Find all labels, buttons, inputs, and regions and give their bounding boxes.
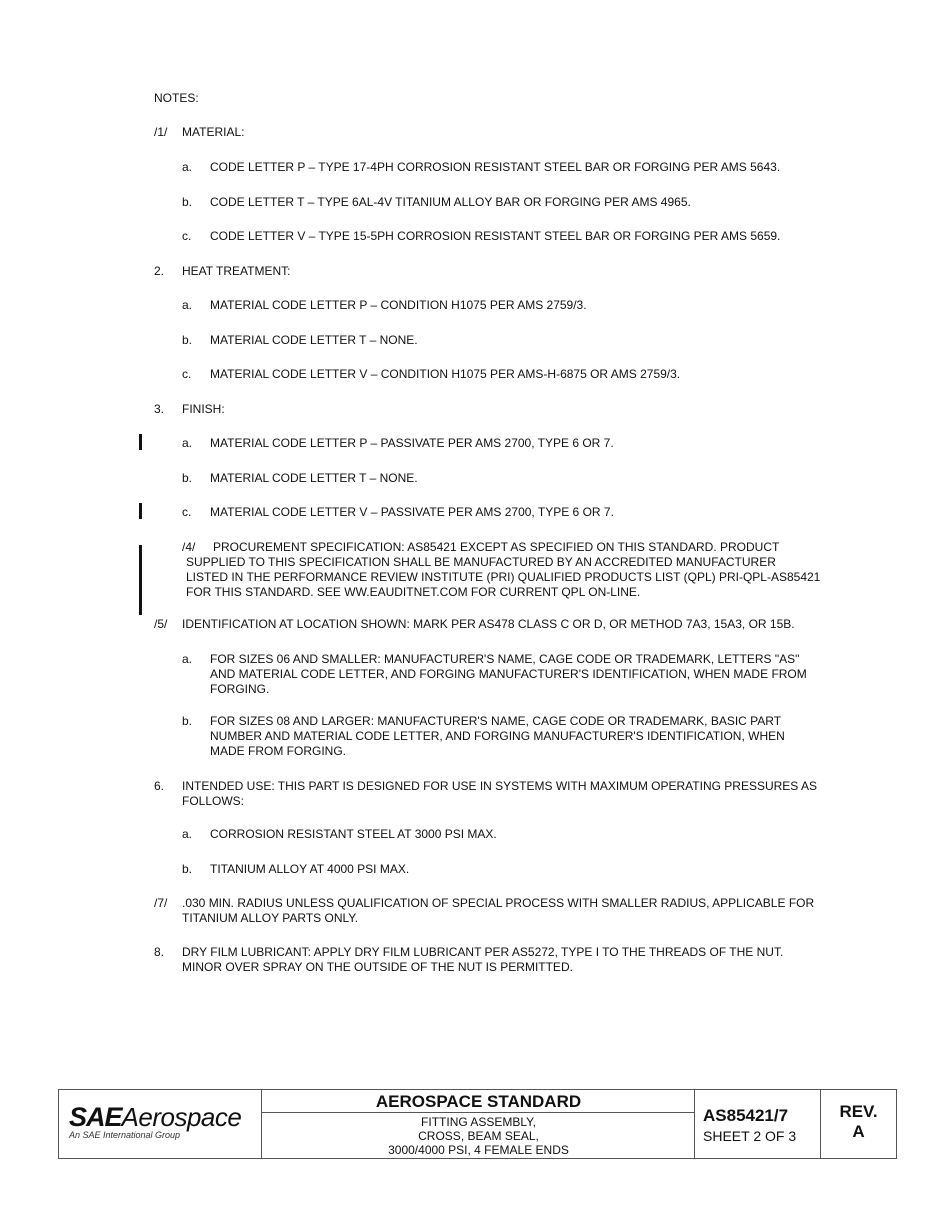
note-3c-label: c. (182, 505, 192, 519)
note-6b-text: TITANIUM ALLOY AT 4000 PSI MAX. (210, 862, 410, 876)
part-title-line: CROSS, BEAM SEAL, (418, 1129, 539, 1143)
text-line: MADE FROM FORGING. (210, 744, 346, 758)
text-line: NUMBER AND MATERIAL CODE LETTER, AND FORGING MANUFACTURER'S IDENTIFICATION, WHEN (210, 729, 785, 743)
text-line: TITANIUM ALLOY PARTS ONLY. (182, 911, 359, 925)
rev-label: REV. (839, 1102, 878, 1121)
note-3-title: FINISH: (182, 402, 225, 416)
text-line: FOR SIZES 08 AND LARGER: MANUFACTURER'S NAME, CAGE CODE OR TRADEMARK, BASIC PART (210, 714, 782, 728)
note-1c-text: CODE LETTER V – TYPE 15-5PH CORROSION RESISTANT STEEL BAR OR FORGING PER AMS 5659. (210, 229, 781, 243)
note-1-title: MATERIAL: (182, 125, 245, 139)
note-2a-text: MATERIAL CODE LETTER P – CONDITION H1075 PER AMS 2759/3. (210, 298, 587, 312)
note-8-marker: 8. (154, 945, 165, 959)
revision-cell (820, 1090, 896, 1158)
revision-bar (139, 545, 142, 615)
sheet-number: SHEET 2 OF 3 (703, 1128, 797, 1144)
text-line: LISTED IN THE PERFORMANCE REVIEW INSTITUTE (PRI) QUALIFIED PRODUCTS LIST (QPL) PRI-QPL-AS85421 (186, 570, 821, 584)
text-line: FOR THIS STANDARD. SEE WW.EAUDITNET.COM FOR CURRENT QPL ON-LINE. (186, 585, 641, 599)
note-3a-text: MATERIAL CODE LETTER P – PASSIVATE PER AMS 2700, TYPE 6 OR 7. (210, 436, 614, 450)
note-2b-label: b. (182, 333, 193, 347)
logo-aerospace: Aerospace (121, 1102, 242, 1132)
note-6a-label: a. (182, 827, 193, 841)
text-line: DRY FILM LUBRICANT: APPLY DRY FILM LUBRICANT PER AS5272, TYPE I TO THE THREADS OF THE NUT. (182, 945, 784, 959)
note-7-text (182, 896, 814, 926)
note-6b-label: b. (182, 862, 193, 876)
revision-bar (139, 503, 142, 519)
text-line: FOLLOWS: (182, 794, 245, 808)
text-line: MINOR OVER SPRAY ON THE OUTSIDE OF THE NUT IS PERMITTED. (182, 960, 573, 974)
note-1a-text: CODE LETTER P – TYPE 17-4PH CORROSION RESISTANT STEEL BAR OR FORGING PER AMS 5643. (210, 160, 781, 174)
note-3b-label: b. (182, 471, 193, 485)
logo-tagline: An SAE International Group (69, 1130, 181, 1140)
note-1-marker: /1/ (154, 125, 168, 139)
text-line: PROCUREMENT SPECIFICATION: AS85421 EXCEPT AS SPECIFIED ON THIS STANDARD. PRODUCT (213, 540, 780, 554)
text-line: FORGING. (210, 682, 270, 696)
note-6a-text: CORROSION RESISTANT STEEL AT 3000 PSI MAX. (210, 827, 497, 841)
note-8-text (182, 945, 783, 975)
note-5b-label: b. (182, 714, 193, 728)
note-3c-text: MATERIAL CODE LETTER V – PASSIVATE PER AMS 2700, TYPE 6 OR 7. (210, 505, 614, 519)
logo-sae: SAE (69, 1102, 122, 1132)
note-2-title: HEAT TREATMENT: (182, 264, 291, 278)
note-1a-label: a. (182, 160, 193, 174)
note-3-marker: 3. (154, 402, 165, 416)
note-5-marker: /5/ (154, 617, 168, 631)
text-line: .030 MIN. RADIUS UNLESS QUALIFICATION OF SPECIAL PROCESS WITH SMALLER RADIUS, APPLICABLE FOR (182, 896, 815, 910)
note-5a-text (210, 652, 807, 697)
note-5a-label: a. (182, 652, 193, 666)
title-cell (261, 1090, 695, 1158)
note-2b-text: MATERIAL CODE LETTER T – NONE. (210, 333, 418, 347)
note-6-marker: 6. (154, 779, 165, 793)
note-5-text: IDENTIFICATION AT LOCATION SHOWN: MARK PER AS478 CLASS C OR D, OR METHOD 7A3, 15A3, OR 15B. (182, 617, 795, 631)
note-5b-text (210, 714, 785, 759)
title-block (58, 1089, 897, 1159)
text-line: INTENDED USE: THIS PART IS DESIGNED FOR USE IN SYSTEMS WITH MAXIMUM OPERATING PRESSURES AS (182, 779, 817, 793)
notes-heading: NOTES: (154, 91, 199, 105)
text-line: SUPPLIED TO THIS SPECIFICATION SHALL BE MANUFACTURED BY AN ACCREDITED MANUFACTURER (186, 555, 776, 569)
text-line: AND MATERIAL CODE LETTER, AND FORGING MANUFACTURER'S IDENTIFICATION, WHEN MADE FROM (210, 667, 807, 681)
standard-heading: AEROSPACE STANDARD (262, 1090, 695, 1113)
doc-number-cell (694, 1090, 821, 1158)
note-3b-text: MATERIAL CODE LETTER T – NONE. (210, 471, 418, 485)
note-2c-text: MATERIAL CODE LETTER V – CONDITION H1075 PER AMS-H-6875 OR AMS 2759/3. (210, 367, 681, 381)
note-1c-label: c. (182, 229, 192, 243)
part-title-line: FITTING ASSEMBLY, (421, 1115, 536, 1129)
part-title-line: 3000/4000 PSI, 4 FEMALE ENDS (388, 1143, 569, 1157)
rev-value: A (852, 1122, 865, 1141)
sae-aerospace-logo (69, 1102, 241, 1140)
note-7-marker: /7/ (154, 896, 168, 910)
note-6-text (182, 779, 817, 809)
text-line: FOR SIZES 06 AND SMALLER: MANUFACTURER'S NAME, CAGE CODE OR TRADEMARK, LETTERS "AS" (210, 652, 800, 666)
note-2-marker: 2. (154, 264, 165, 278)
note-3a-label: a. (182, 436, 193, 450)
doc-number: AS85421/7 (703, 1106, 789, 1125)
note-1b-text: CODE LETTER T – TYPE 6AL-4V TITANIUM ALLOY BAR OR FORGING PER AMS 4965. (210, 195, 691, 209)
note-4-marker: /4/ (182, 540, 196, 554)
revision-bar (139, 434, 142, 450)
note-2a-label: a. (182, 298, 193, 312)
note-4-text (186, 540, 820, 600)
note-2c-label: c. (182, 367, 192, 381)
note-1b-label: b. (182, 195, 193, 209)
